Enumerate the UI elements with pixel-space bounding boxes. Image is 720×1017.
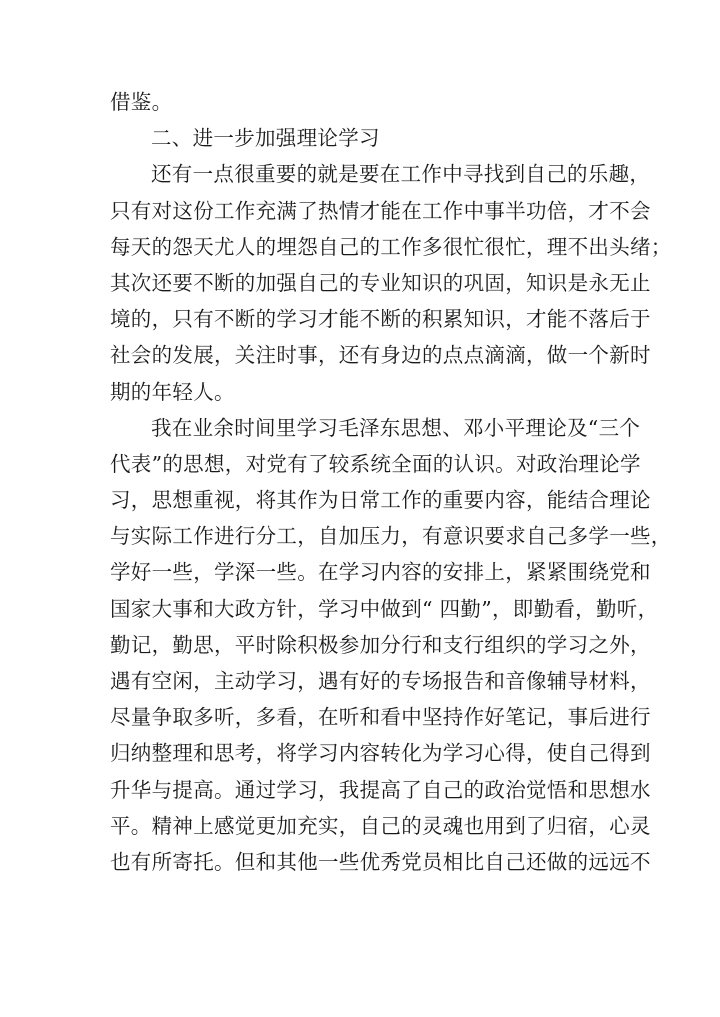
- text-line: 学好一些，学深一些。在学习内容的安排上，紧紧围绕党和: [110, 560, 651, 585]
- text-line: 与实际工作进行分工，自加压力，有意识要求自己多学一些，: [110, 524, 672, 549]
- text-line: 平。精神上感觉更加充实，自己的灵魂也用到了归宿，心灵: [110, 813, 651, 838]
- text-line: 代表”的思想，对党有了较系统全面的认识。对政治理论学: [110, 451, 641, 476]
- document-body: [110, 84, 672, 880]
- text-line: 归纳整理和思考，将学习内容转化为学习心得，使自己得到: [110, 741, 651, 766]
- text-line: 社会的发展，关注时事，还有身边的点点滴滴，做一个新时: [110, 343, 651, 368]
- text-line: 勤记，勤思，平时除积极参加分行和支行组织的学习之外，: [110, 632, 651, 657]
- text-line: 习，思想重视，将其作为日常工作的重要内容，能结合理论: [110, 488, 651, 513]
- text-line: 遇有空闲，主动学习，遇有好的专场报告和音像辅导材料，: [110, 669, 651, 693]
- text-line: 借鉴。: [110, 90, 173, 114]
- text-line: 升华与提高。通过学习，我提高了自己的政治觉悟和思想水: [110, 777, 651, 802]
- text-line: 境的，只有不断的学习才能不断的积累知识，才能不落后于: [110, 307, 651, 332]
- text-line: 还有一点很重要的就是要在工作中寻找到自己的乐趣，: [151, 162, 651, 187]
- section-heading: 二、进一步加强理论学习: [151, 126, 380, 151]
- text-line: 国家大事和大政方针，学习中做到“ 四勤”，即勤看，勤听，: [110, 596, 659, 621]
- text-line: 其次还要不断的加强自己的专业知识的巩固，知识是永无止: [110, 270, 651, 295]
- text-line: 我在业余时间里学习毛泽东思想、邓小平理论及“三个: [151, 415, 641, 440]
- text-line: 尽量争取多听，多看，在听和看中坚持作好笔记，事后进行: [110, 705, 651, 730]
- text-line: 只有对这份工作充满了热情才能在工作中事半功倍，才不会: [110, 198, 651, 223]
- text-line: 每天的怨天尤人的埋怨自己的工作多很忙很忙，理不出头绪；: [110, 234, 672, 259]
- text-line: 也有所寄托。但和其他一些优秀党员相比自己还做的远远不: [110, 849, 651, 874]
- text-line: 期的年轻人。: [110, 379, 235, 404]
